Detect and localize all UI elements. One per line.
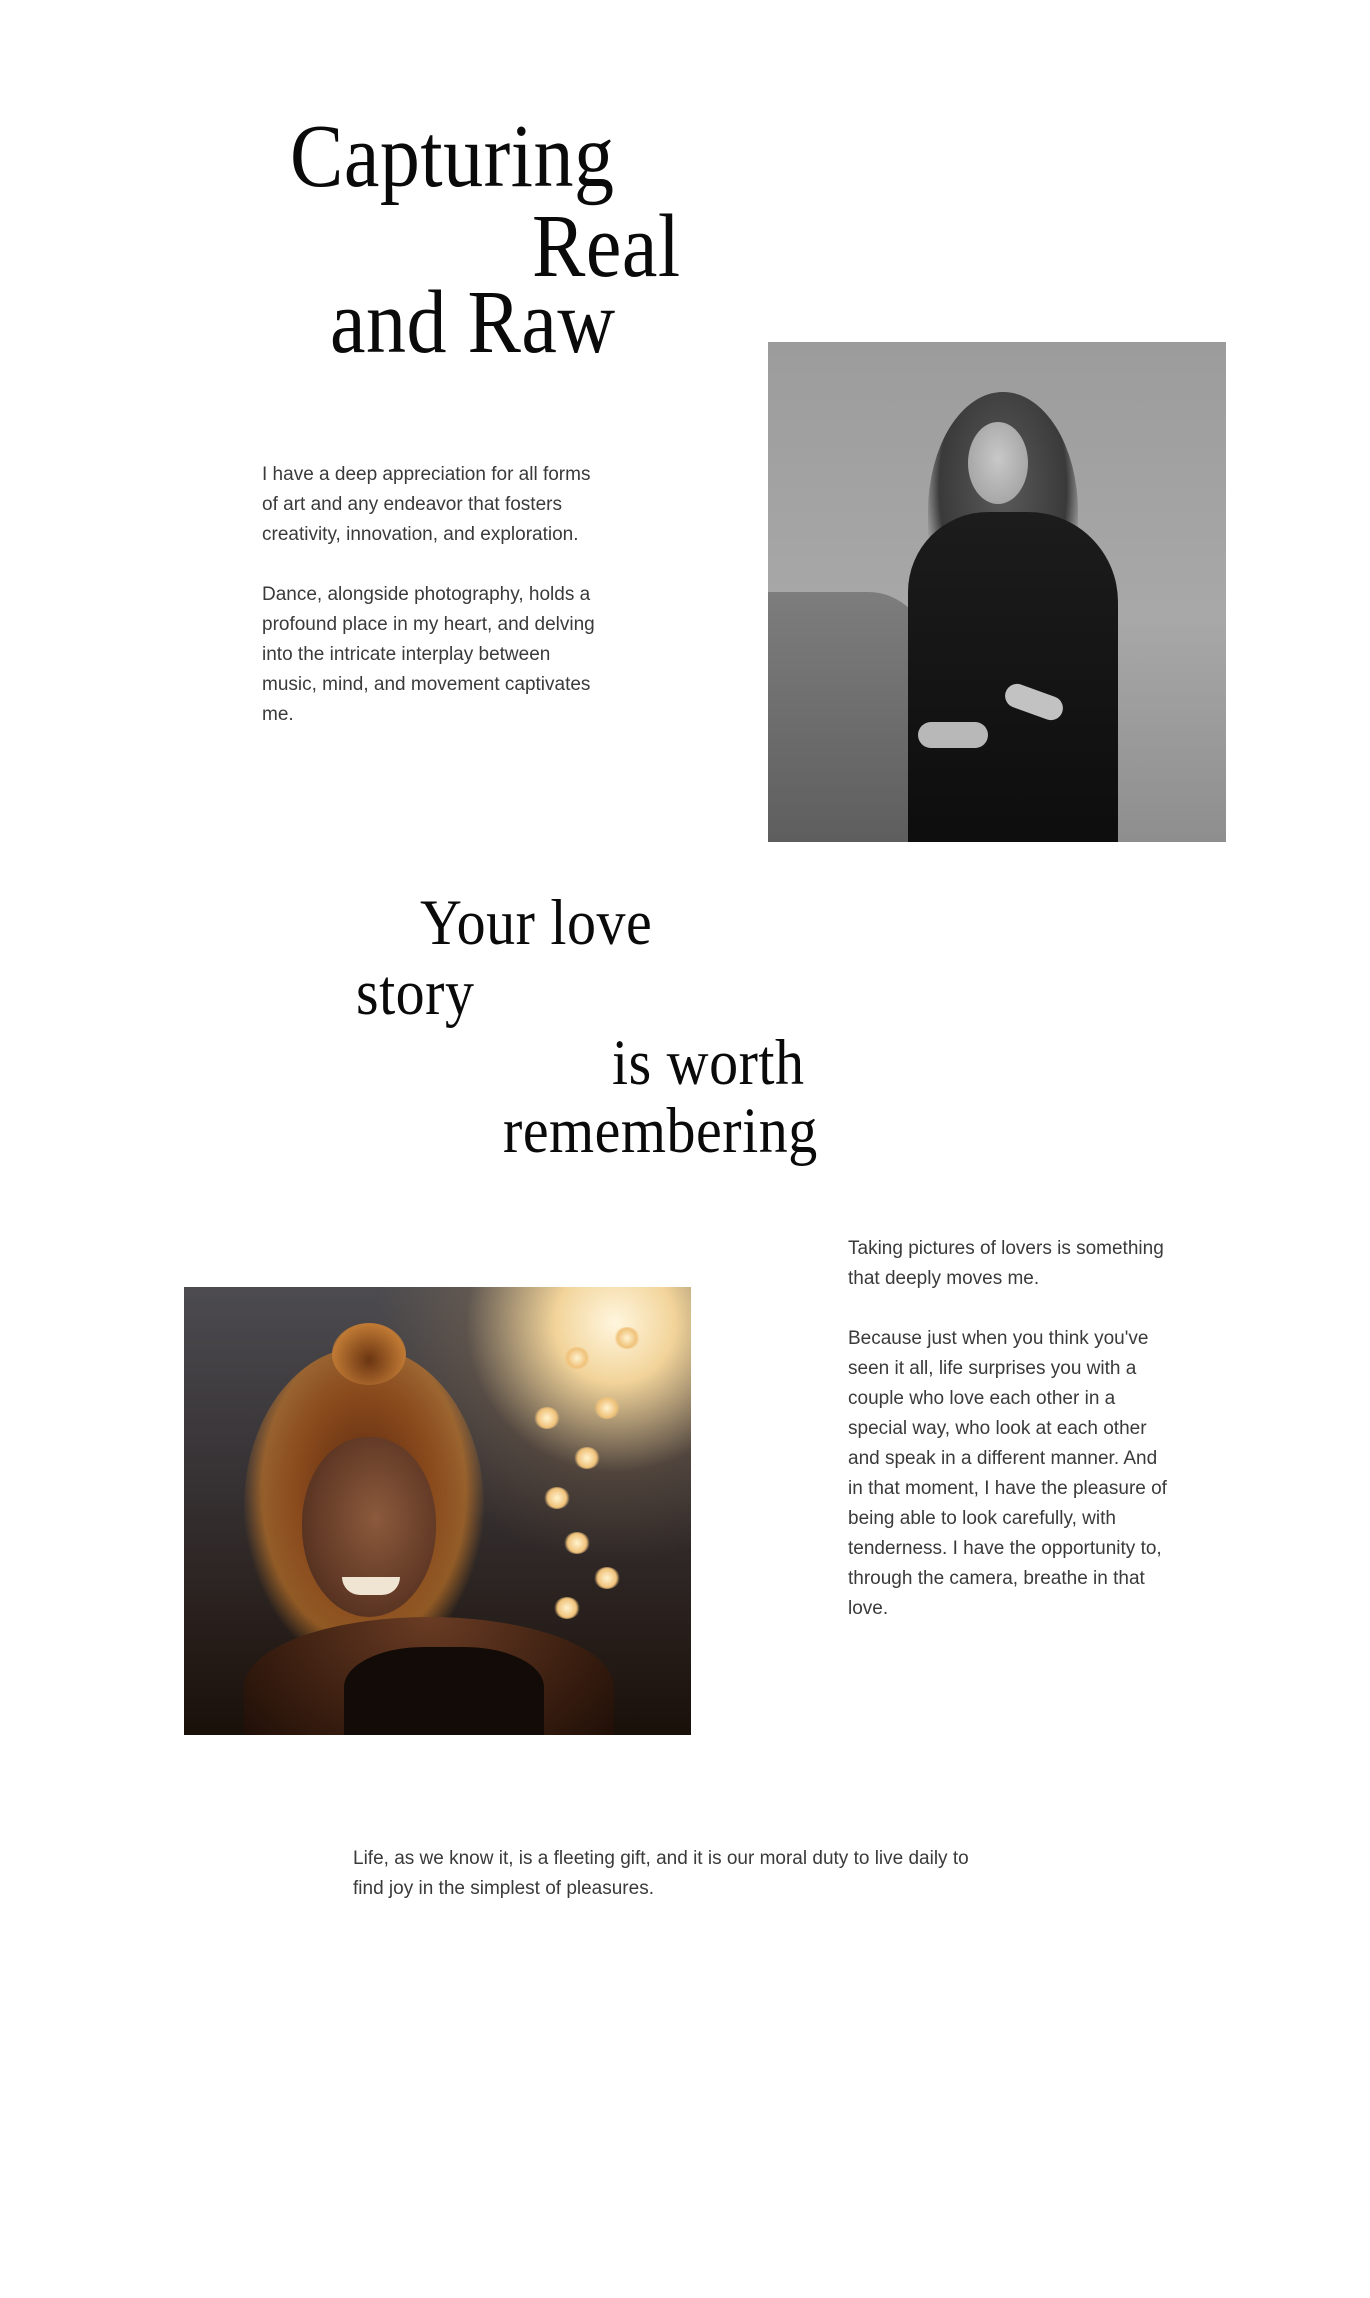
photo-light-reflection xyxy=(554,1597,580,1619)
portrait-photo-sunset xyxy=(184,1287,691,1735)
photo-light-reflection xyxy=(594,1567,620,1589)
hero-paragraph-2: Dance, alongside photography, holds a profound place in my heart, and delving into the intricate interplay between music, mind, and movement captivates me. xyxy=(262,584,595,725)
photo-light-reflection xyxy=(614,1327,640,1349)
hero-text-block xyxy=(262,460,607,730)
portrait-photo-bw xyxy=(768,342,1226,842)
love-heading-line-1: Your love xyxy=(420,885,653,959)
love-text-block xyxy=(848,1234,1173,1624)
photo-light-reflection xyxy=(564,1347,590,1369)
photo-light-reflection xyxy=(574,1447,600,1469)
closing-paragraph: Life, as we know it, is a fleeting gift, and it is our moral duty to live daily to find joy in the simplest of pleasures. xyxy=(353,1848,969,1899)
photo-hand xyxy=(918,722,988,748)
photo-light-reflection xyxy=(534,1407,560,1429)
hero-heading-line-2: Real xyxy=(532,197,681,297)
photo-sofa xyxy=(768,592,928,842)
love-paragraph-1: Taking pictures of lovers is something that deeply moves me. xyxy=(848,1238,1164,1289)
love-heading-line-4: remembering xyxy=(503,1093,818,1167)
hero-heading-line-3: and Raw xyxy=(330,273,616,373)
photo-blazer xyxy=(908,512,1118,842)
photo-face xyxy=(968,422,1028,504)
photo-light-reflection xyxy=(594,1397,620,1419)
closing-text-block xyxy=(353,1844,993,1904)
photo-light-reflection xyxy=(544,1487,570,1509)
hero-paragraph-1: I have a deep appreciation for all forms of art and any endeavor that fosters creativity, innovation, and exploration. xyxy=(262,464,591,545)
photo-smile xyxy=(342,1577,400,1595)
photo-light-reflection xyxy=(564,1532,590,1554)
hero-heading-line-1: Capturing xyxy=(290,107,615,207)
love-heading-line-2: story xyxy=(356,955,475,1029)
love-paragraph-2: Because just when you think you've seen it all, life surprises you with a couple who love each other in a special way, who look at each other and speak in a different manner. And in that moment, I have the pleasure of being able to look carefully, with tenderness. I have the opportunity to, through the camera, breathe in that love. xyxy=(848,1328,1167,1619)
photo-hair-bun xyxy=(332,1323,406,1385)
photo-top xyxy=(344,1647,544,1735)
love-heading-line-3: is worth xyxy=(612,1025,805,1099)
